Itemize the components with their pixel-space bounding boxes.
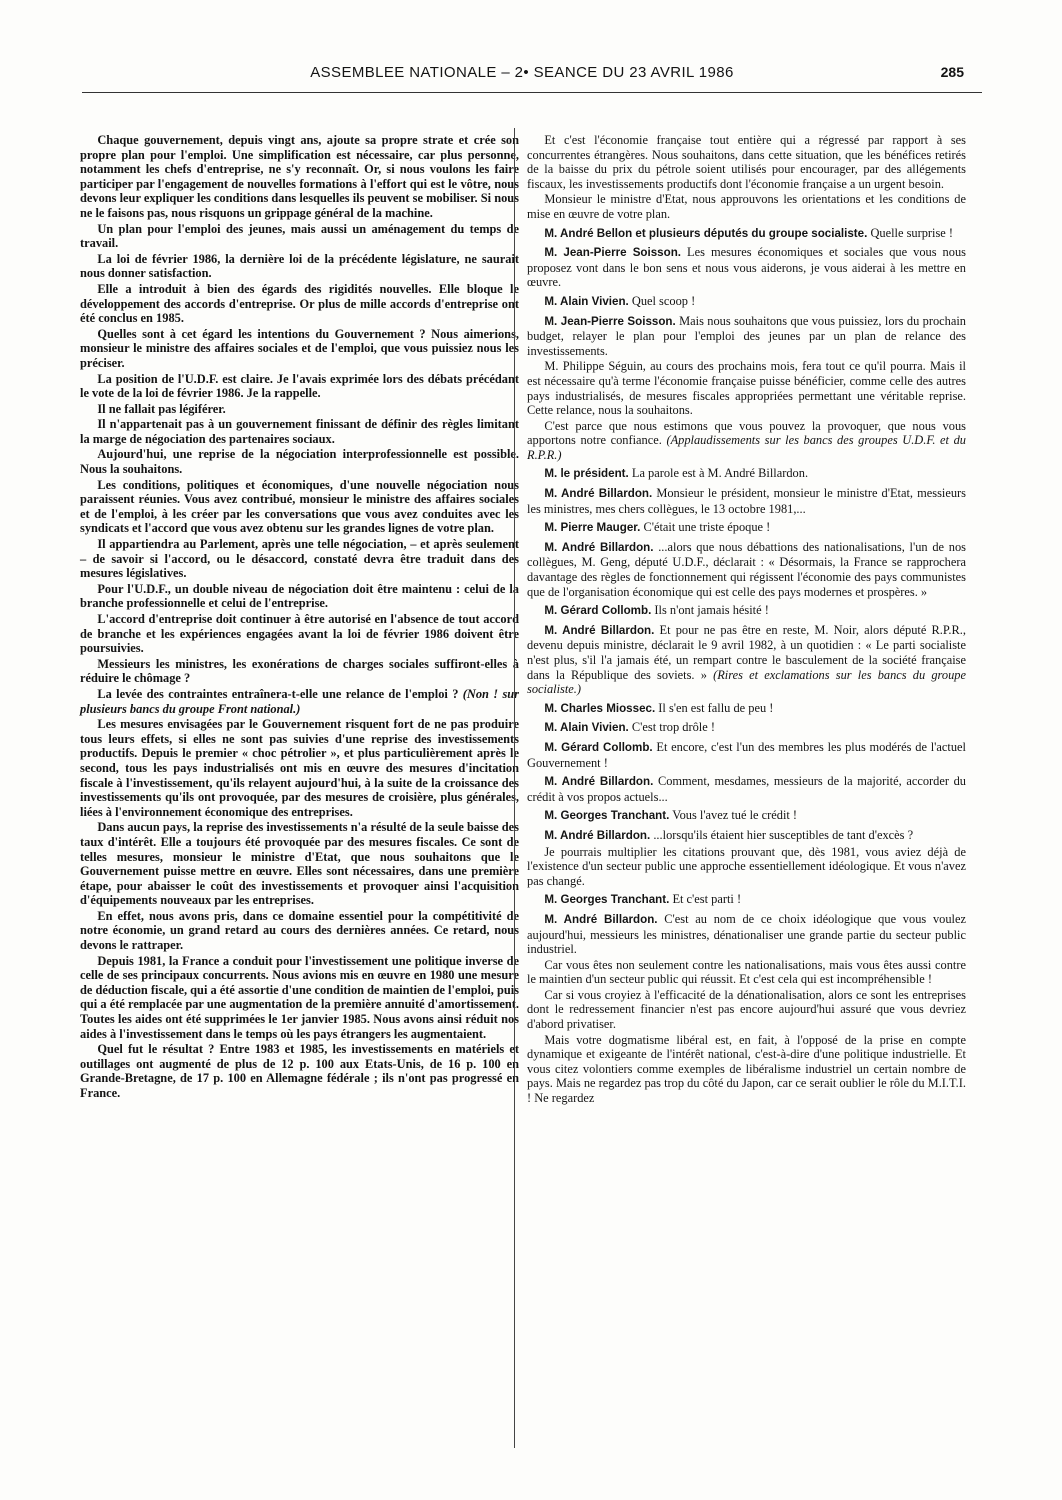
audience-reaction: (Non ! sur plusieurs bancs du groupe Front national.) bbox=[80, 686, 519, 716]
page-number: 285 bbox=[940, 64, 964, 80]
speech-paragraph bbox=[527, 720, 966, 736]
paragraph-text: Mais nous souhaitons que vous puissiez, lors du prochain budget, relayer le plan pour l'emploi des jeunes par un plan de relance des investissements. bbox=[527, 313, 966, 358]
paragraph-text: Il n'appartenait pas à un gouvernement finissant de définir des règles limitant la marge de négociation des partenaires sociaux. bbox=[80, 417, 519, 446]
paragraph-text: Pour l'U.D.F., un double niveau de négociation doit être maintenu : celui de la branche professionnelle et celui de l'entreprise. bbox=[80, 581, 519, 611]
paragraph-text: Quel scoop ! bbox=[631, 293, 696, 308]
speaker-name: M. Georges Tranchant. bbox=[544, 893, 670, 907]
paragraph bbox=[527, 133, 966, 191]
speech-paragraph bbox=[527, 808, 966, 824]
speaker-name: M. André Billardon. bbox=[544, 828, 651, 842]
paragraph-text: Quelle surprise ! bbox=[870, 225, 954, 240]
paragraph-text: Les conditions, politiques et économiques, d'une nouvelle négociation nous paraissent réunies. Vous avez contribué, monsieur le ministre des affaires sociales et de l'emploi, à les créer par les conversations que vous avez conduites avec les syndicats et l'accord que vous avez obtenu sur les grandes lignes de votre plan. bbox=[80, 477, 519, 536]
paragraph-text: Dans aucun pays, la reprise des investissements n'a résulté de la seule baisse des taux d'intérêt. Elle a toujours été provoquée par des mesures fiscales. Ce sont de telles mesures, monsieur le ministre d'Etat, que nous souhaitons que le Gouvernement puisse mettre en œuvre. Elles sont nécessaires, dans une première étape, pour abaisser le coût des investissements et provoquer ainsi l'acquisition d'équipements nouveaux par les entreprises. bbox=[80, 820, 519, 908]
paragraph bbox=[80, 327, 519, 371]
paragraph-text: Les mesures envisagées par le Gouvernement risquent fort de ne pas produire tous leurs effets, si elles ne sont pas suivies d'une reprise des investissements productifs. Depuis le premier « choc pétrolier », et plus particulièrement après le second, tous les pays industrialisés ont mis en œuvre des mesures d'incitation fiscale à l'investissement, qu'ils relayent aujourd'hui, à la suite de la croissance des investissements qu'ils ont provoquée, par des mesures de croisière, plus générales, liées à l'environnement économique des entreprises. bbox=[80, 717, 519, 819]
paragraph-text: Comment, mesdames, messieurs de la majorité, accorder du crédit à vos propos actuels... bbox=[527, 774, 966, 804]
paragraph-text: La loi de février 1986, la dernière loi de la précédente législature, ne saurait nous donner satisfaction. bbox=[80, 251, 519, 281]
paragraph-text: Ils n'ont jamais hésité ! bbox=[654, 603, 769, 618]
speech-paragraph bbox=[527, 540, 966, 599]
paragraph bbox=[80, 447, 519, 476]
audience-reaction: (Rires et exclamations sur les bancs du groupe socialiste.) bbox=[527, 667, 966, 697]
speaker-name: M. Charles Miossec. bbox=[544, 701, 656, 715]
paragraph-text: Quel fut le résultat ? Entre 1983 et 1985, les investissements en matériels et outillages ont augmenté de plus de 12 p. 100 aux Etats-Unis, de 16 p. 100 en Grande-Bretagne, de 17 p. 100 en Allemagne fédérale ; ils n'ont pas progressé en France. bbox=[80, 1042, 519, 1100]
paragraph bbox=[80, 612, 519, 656]
paragraph-text: La parole est à M. André Billardon. bbox=[631, 466, 809, 481]
paragraph bbox=[80, 372, 519, 401]
right-column bbox=[527, 133, 966, 1107]
paragraph bbox=[527, 845, 966, 889]
paragraph-text: ...lorsqu'ils étaient hier susceptibles de tant d'excès ? bbox=[653, 827, 914, 842]
speech-paragraph bbox=[527, 774, 966, 804]
paragraph-text: La levée des contraintes entraînera-t-elle une relance de l'emploi ? bbox=[97, 686, 459, 701]
speech-paragraph bbox=[527, 740, 966, 770]
paragraph-text: Il ne fallait pas légiférer. bbox=[97, 401, 226, 416]
paragraph-text: Monsieur le président, monsieur le ministre d'Etat, messieurs les ministres, mes chers collègues, le 13 octobre 1981,... bbox=[527, 486, 966, 516]
page-header bbox=[82, 62, 982, 86]
paragraph bbox=[527, 419, 966, 463]
paragraph-text: Il s'en est fallu de peu ! bbox=[658, 700, 774, 715]
paragraph-text: Les mesures économiques et sociales que vous nous proposez vont dans le bon sens et nous vous aiderons, je vous aiderai à les mettre en œuvre. bbox=[527, 245, 966, 290]
paragraph-text: C'est au nom de ce choix idéologique que vous voulez aujourd'hui, messieurs les ministres, dénationaliser une grande partie du secteur public industriel. bbox=[527, 911, 966, 957]
speaker-name: M. Gérard Collomb. bbox=[544, 740, 653, 754]
paragraph-text: Et c'est l'économie française tout entière qui a régressé par rapport à ses concurrentes étrangères. Nous souhaitons, dans cette situation, que les bénéfices retirés de la baisse du prix du pétrole soient utilisés pour encourager, par des allégements fiscaux, les investissements productifs dont l'économie française a un urgent besoin. bbox=[527, 133, 966, 191]
page-title: ASSEMBLEE NATIONALE – 2• SEANCE DU 23 AVRIL 1986 bbox=[310, 64, 734, 81]
paragraph-text: Car vous êtes non seulement contre les nationalisations, mais vous êtes aussi contre le maintien d'un secteur public qui réussit. Et c'est cela qui est incompréhensible ! bbox=[527, 957, 966, 987]
paragraph bbox=[80, 954, 519, 1042]
speech-paragraph bbox=[527, 828, 966, 844]
paragraph-text: En effet, nous avons pris, dans ce domaine essentiel pour la compétitivité de notre économie, un grand retard au cours des dernières années. Ce retard, nous devons le rattraper. bbox=[80, 908, 519, 953]
paragraph-text: Aujourd'hui, une reprise de la négociation interprofessionnelle est possible. Nous la souhaitons. bbox=[80, 447, 519, 477]
paragraph-text: Car si vous croyiez à l'efficacité de la dénationalisation, alors ce sont les entreprises dont le redressement financier n'est pas encore aujourd'hui assuré que vous devriez d'abord privatiser. bbox=[527, 987, 966, 1032]
paragraph-text: Messieurs les ministres, les exonérations de charges sociales suffiront-elles à réduire le chômage ? bbox=[80, 656, 519, 686]
speaker-name: M. André Billardon. bbox=[544, 487, 653, 501]
speech-paragraph bbox=[527, 912, 966, 957]
speaker-name: M. Georges Tranchant. bbox=[544, 809, 670, 823]
speech-paragraph bbox=[527, 701, 966, 717]
speech-paragraph bbox=[527, 486, 966, 516]
paragraph bbox=[80, 417, 519, 446]
paragraph-text: C'est parce que nous estimons que vous pouvez la provoquer, que nous vous apportons notre confiance. bbox=[527, 418, 966, 448]
speaker-name: M. Jean-Pierre Soisson. bbox=[544, 314, 676, 328]
speaker-name: M. le président. bbox=[544, 467, 629, 481]
left-column bbox=[80, 133, 519, 1102]
paragraph bbox=[80, 133, 519, 221]
paragraph bbox=[80, 687, 519, 716]
speaker-name: M. Pierre Mauger. bbox=[544, 521, 641, 535]
paragraph-text: C'est trop drôle ! bbox=[631, 720, 715, 735]
paragraph-text: Mais votre dogmatisme libéral est, en fait, à l'opposé de la prise en compte dynamique et exigeante de l'intérêt national, c'est-à-dire d'une politique industrielle. Et vous citez volontiers comme exemples de libéralisme industriel un certain nombre de pays. Mais ne regardez pas trop du côté du Japon, car ce serait oublier le rôle du M.I.T.I. ! Ne regardez bbox=[527, 1032, 966, 1106]
paragraph-text: La position de l'U.D.F. est claire. Je l'avais exprimée lors des débats précédant le vote de la loi de février 1986. Je la rappelle. bbox=[80, 371, 519, 401]
paragraph-text: Je pourrais multiplier les citations prouvant que, dès 1981, vous aviez déjà de l'existence d'un secteur public une approche essentiellement idéologique. Et vous n'avez pas changé. bbox=[527, 844, 966, 888]
paragraph bbox=[527, 192, 966, 221]
paragraph-text: L'accord d'entreprise doit continuer à être autorisé en l'absence de tout accord de branche et les expériences engagées avant la loi de février 1986 doivent être poursuivies. bbox=[80, 612, 519, 656]
paragraph bbox=[527, 988, 966, 1032]
paragraph bbox=[80, 537, 519, 581]
paragraph bbox=[80, 717, 519, 819]
speaker-name: M. Gérard Collomb. bbox=[544, 604, 652, 618]
paragraph bbox=[527, 958, 966, 987]
speaker-name: M. André Billardon. bbox=[544, 912, 658, 926]
speaker-name: M. André Billardon. bbox=[544, 623, 655, 637]
paragraph-text: Et encore, c'est l'un des membres les plus modérés de l'actuel Gouvernement ! bbox=[527, 739, 966, 770]
speech-paragraph bbox=[527, 466, 966, 482]
paragraph bbox=[80, 402, 519, 417]
paragraph-text: C'était une triste époque ! bbox=[643, 520, 771, 535]
speech-paragraph bbox=[527, 892, 966, 908]
speaker-name: M. André Billardon. bbox=[544, 775, 654, 789]
speech-paragraph bbox=[527, 294, 966, 310]
paragraph bbox=[527, 359, 966, 417]
paragraph bbox=[80, 1042, 519, 1100]
speech-paragraph bbox=[527, 603, 966, 619]
speaker-name: M. Alain Vivien. bbox=[544, 721, 629, 735]
paragraph bbox=[80, 222, 519, 251]
paragraph-text: ...alors que nous débattions des nationalisations, l'un de nos collègues, M. Geng, député U.D.F., déclarait : « Désormais, la France se rapprochera davantage des règles de fonctionnement qui régissent l'économie des pays communistes que de l'organisation économique qui est celle des pays modernes et prospères. » bbox=[527, 539, 966, 599]
paragraph bbox=[80, 252, 519, 281]
paragraph bbox=[80, 820, 519, 908]
paragraph-text: Et pour ne pas être en reste, M. Noir, alors député R.P.R., devenu depuis ministre, déclarait le 9 avril 1982, à un quotidien : « Le parti socialiste n'est plus, s'il l'a jamais été, un rempart contre le basculement de la société française dans la République des soviets. » bbox=[527, 622, 966, 682]
audience-reaction: (Applaudissements sur les bancs des groupes U.D.F. et du R.P.R.) bbox=[527, 433, 966, 462]
speaker-name: M. André Bellon et plusieurs députés du groupe socialiste. bbox=[544, 226, 868, 240]
paragraph-text: Depuis 1981, la France a conduit pour l'investissement une politique inverse de celle de ses principaux concurrents. Nous avions mis en œuvre en 1980 une mesure de déduction fiscale, qui a été assortie d'une condition de maintien de l'emploi, puis qui a été remplacée par une augmentation de la première annuité d'amortissement. Toutes les aides ont été supprimées le 1er janvier 1985. Nous avons ainsi réduit nos aides à l'investissement dans le temps où les pays étrangers les augmentaient. bbox=[80, 953, 519, 1041]
paragraph-text: Il appartiendra au Parlement, après une telle négociation, – et après seulement – de savoir si l'accord, ou le désaccord, constaté devra être traduit dans des mesures législatives. bbox=[80, 537, 519, 581]
header-divider bbox=[82, 92, 982, 93]
speech-paragraph bbox=[527, 520, 966, 536]
paragraph-text: Vous l'avez tué le crédit ! bbox=[672, 808, 798, 823]
paragraph bbox=[80, 582, 519, 611]
paragraph-text: M. Philippe Séguin, au cours des prochains mois, fera tout ce qu'il pourra. Mais il est nécessaire qu'à terme l'économie française puisse bénéficier, comme celle des autres pays industrialisés, de mesures fiscales appropriées permettant une véritable reprise. Cette relance, nous la souhaitons. bbox=[527, 359, 966, 418]
paragraph bbox=[80, 657, 519, 686]
paragraph-text: Elle a introduit à bien des égards des rigidités nouvelles. Elle bloque le développement des accords d'entreprise. Or plus de mille accords d'entreprise ont été conclus en 1985. bbox=[80, 281, 519, 326]
speaker-name: M. Alain Vivien. bbox=[544, 294, 629, 308]
speech-paragraph bbox=[527, 245, 966, 290]
speech-paragraph bbox=[527, 226, 966, 242]
speech-paragraph bbox=[527, 314, 966, 359]
paragraph-text: Et c'est parti ! bbox=[672, 892, 742, 907]
paragraph-text: Quelles sont à cet égard les intentions du Gouvernement ? Nous aimerions, monsieur le ministre des affaires sociales et de l'emploi, que vous puissiez nous les préciser. bbox=[80, 326, 519, 370]
speech-paragraph bbox=[527, 623, 966, 697]
paragraph bbox=[80, 478, 519, 536]
column-divider bbox=[514, 128, 515, 1448]
paragraph-text: Un plan pour l'emploi des jeunes, mais aussi un aménagement du temps de travail. bbox=[80, 221, 519, 251]
speaker-name: M. Jean-Pierre Soisson. bbox=[544, 246, 682, 260]
paragraph bbox=[80, 282, 519, 326]
paragraph-text: Monsieur le ministre d'Etat, nous approuvons les orientations et les conditions de mise en œuvre de votre plan. bbox=[527, 192, 966, 221]
paragraph bbox=[80, 909, 519, 953]
paragraph-text: Chaque gouvernement, depuis vingt ans, ajoute sa propre strate et crée son propre plan pour l'emploi. Une simplification est nécessaire, car plus personne, notamment les chefs d'entreprise, ne s'y reconnaît. Or, si nous voulons les faire participer par l'engagement de nouvelles formations à l'effort qui est le vôtre, nous devons leur expliquer les conditions dans lesquelles ils peuvent se mobiliser. Si nous ne le faisons pas, nous risquons un grippage général de la machine. bbox=[80, 133, 519, 220]
paragraph bbox=[527, 1033, 966, 1106]
speaker-name: M. André Billardon. bbox=[544, 540, 654, 554]
